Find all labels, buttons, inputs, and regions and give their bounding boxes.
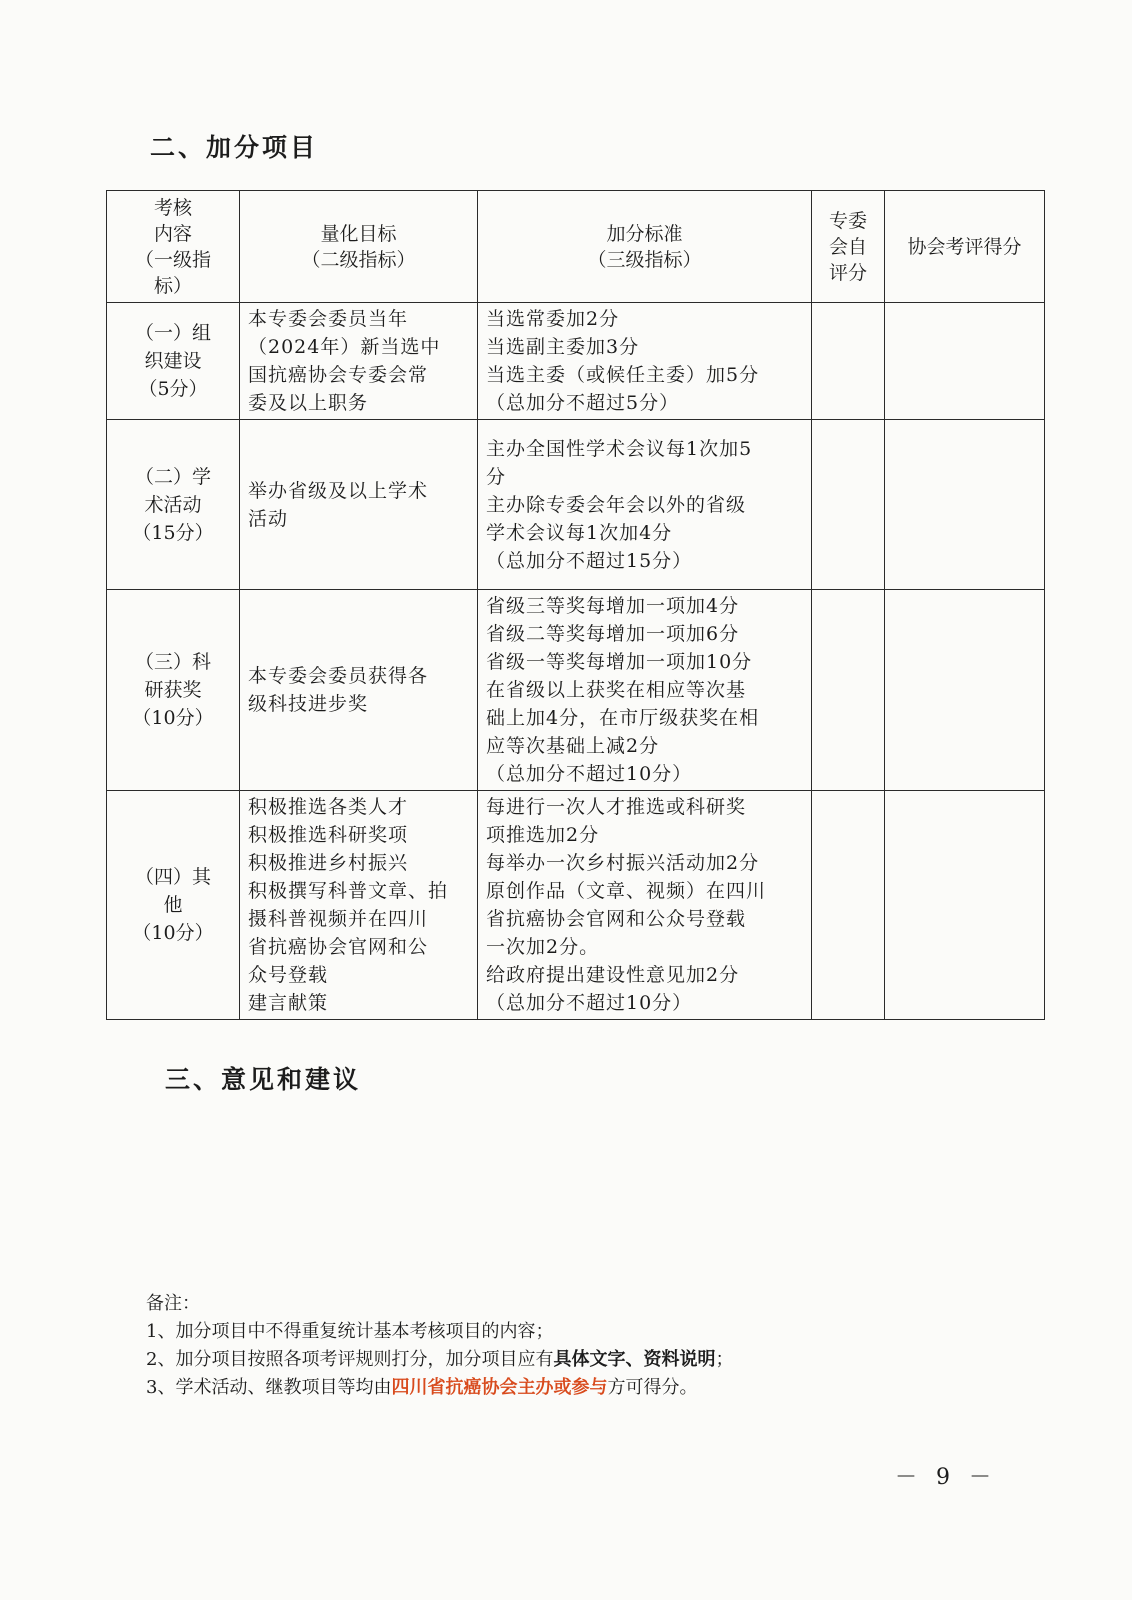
- page-number: － 9 －: [895, 1465, 997, 1490]
- cell-line: 学术会议每1次加4分: [486, 521, 673, 544]
- cell-line: （总加分不超过15分）: [486, 549, 693, 572]
- cell-line: 评分: [828, 261, 867, 284]
- row-category: [107, 791, 240, 1020]
- cell-line: 本专委会委员当年: [248, 308, 409, 330]
- remarks: [146, 1290, 733, 1402]
- cell-line: （四）其: [134, 866, 211, 888]
- header-association-score: [885, 191, 1045, 303]
- row-category: [107, 590, 240, 791]
- section-title-opinions: 三、意见和建议: [165, 1065, 362, 1094]
- row-standard: [478, 791, 812, 1020]
- cell-line: 委及以上职务: [248, 392, 369, 414]
- remark-2: [146, 1346, 733, 1374]
- table-row-organization: [107, 303, 1045, 420]
- cell-line: （一）组: [134, 322, 211, 344]
- self-score-cell[interactable]: [812, 791, 885, 1020]
- cell-line: 当选副主委加3分: [486, 336, 640, 358]
- cell-line: 每举办一次乡村振兴活动加2分: [486, 852, 760, 874]
- header-self-score: [812, 191, 885, 303]
- cell-line: （总加分不超过10分）: [486, 992, 693, 1014]
- cell-line: 一次加2分。: [486, 936, 600, 958]
- cell-line: 众号登载: [248, 964, 329, 986]
- cell-line: 建言献策: [248, 992, 329, 1014]
- cell-line: （二级指标）: [301, 248, 416, 271]
- row-standard: [478, 303, 812, 420]
- cell-line: （2024年）新当选中: [248, 336, 441, 358]
- remark-3-text: 3、学术活动、继教项目等均由: [146, 1377, 392, 1398]
- cell-line: （三）科: [134, 651, 211, 673]
- row-objective: [240, 303, 478, 420]
- cell-line: （总加分不超过10分）: [486, 763, 693, 785]
- self-score-cell[interactable]: [812, 303, 885, 420]
- cell-line: 研获奖: [144, 679, 202, 701]
- remark-1: 1、加分项目中不得重复统计基本考核项目的内容；: [146, 1321, 554, 1342]
- remark-3-highlight: 四川省抗癌协会主办或参与: [391, 1377, 608, 1398]
- cell-line: 省抗癌协会官网和公: [248, 936, 429, 958]
- cell-line: 本专委会委员获得各: [248, 665, 429, 687]
- cell-line: 应等次基础上减2分: [486, 735, 660, 757]
- association-score-cell[interactable]: [885, 590, 1045, 791]
- remark-2-emphasis: 具体文字、资料说明: [553, 1349, 716, 1370]
- self-score-cell[interactable]: [812, 590, 885, 791]
- cell-line: 术活动: [144, 493, 202, 516]
- cell-line: 主办全国性学术会议每1次加5: [486, 437, 753, 460]
- cell-line: 础上加4分，在市厅级获奖在相: [486, 707, 760, 729]
- row-standard: [478, 590, 812, 791]
- cell-line: （10分）: [132, 707, 214, 729]
- cell-line: 分: [486, 465, 507, 488]
- cell-line: 国抗癌协会专委会常: [248, 364, 429, 386]
- table-header-row: [107, 191, 1045, 303]
- cell-line: 原创作品（文章、视频）在四川: [486, 880, 767, 902]
- header-bonus-standard: [478, 191, 812, 303]
- cell-line: 考核: [153, 196, 192, 219]
- cell-line: 当选常委加2分: [486, 308, 620, 330]
- cell-line: 项推选加2分: [486, 824, 600, 846]
- cell-line: 省抗癌协会官网和公众号登载: [486, 908, 747, 930]
- association-score-cell[interactable]: [885, 303, 1045, 420]
- bonus-scoring-table: [106, 190, 1045, 1020]
- cell-line: 量化目标: [320, 222, 397, 245]
- cell-line: 摄科普视频并在四川: [248, 908, 429, 930]
- cell-line: 他: [163, 894, 183, 916]
- header-quantified-target: [240, 191, 478, 303]
- self-score-cell[interactable]: [812, 420, 885, 590]
- remark-3-end: 方可得分。: [607, 1377, 698, 1398]
- table-row-other: [107, 791, 1045, 1020]
- cell-line: （一级指: [134, 248, 211, 271]
- remark-3: [146, 1374, 733, 1402]
- remark-2-text: 2、加分项目按照各项考评规则打分，加分项目应有: [146, 1349, 554, 1370]
- cell-line: 积极推选各类人才: [248, 796, 409, 818]
- cell-line: 主办除专委会年会以外的省级: [486, 493, 747, 516]
- cell-line: （总加分不超过5分）: [486, 392, 680, 414]
- cell-line: 专委: [828, 209, 867, 232]
- cell-line: 协会考评得分: [907, 235, 1022, 258]
- cell-line: 活动: [248, 507, 289, 530]
- cell-line: 积极推进乡村振兴: [248, 852, 409, 874]
- section-title-bonus-items: 二、加分项目: [150, 133, 319, 162]
- row-standard: [478, 420, 812, 590]
- cell-line: 举办省级及以上学术: [248, 479, 429, 502]
- cell-line: 级科技进步奖: [248, 693, 369, 715]
- cell-line: 在省级以上获奖在相应等次基: [486, 679, 747, 701]
- cell-line: （二）学: [134, 465, 211, 488]
- cell-line: 织建设: [144, 350, 202, 372]
- cell-line: 会自: [828, 235, 867, 258]
- row-objective: [240, 420, 478, 590]
- association-score-cell[interactable]: [885, 420, 1045, 590]
- table-row-research-awards: [107, 590, 1045, 791]
- cell-line: （5分）: [138, 378, 208, 400]
- row-objective: [240, 590, 478, 791]
- cell-line: 每进行一次人才推选或科研奖: [486, 796, 747, 818]
- row-category: [107, 420, 240, 590]
- cell-line: 加分标准: [606, 222, 683, 245]
- association-score-cell[interactable]: [885, 791, 1045, 1020]
- cell-line: 当选主委（或候任主委）加5分: [486, 364, 760, 386]
- cell-line: 省级一等奖每增加一项加10分: [486, 651, 753, 673]
- cell-line: 给政府提出建设性意见加2分: [486, 964, 740, 986]
- cell-line: （三级指标）: [587, 248, 702, 271]
- row-category: [107, 303, 240, 420]
- cell-line: 标）: [153, 274, 192, 297]
- cell-line: 积极撰写科普文章、拍: [248, 880, 449, 902]
- cell-line: 积极推选科研奖项: [248, 824, 409, 846]
- cell-line: （15分）: [132, 521, 214, 544]
- header-assessment-content: [107, 191, 240, 303]
- cell-line: （10分）: [132, 922, 214, 944]
- table-row-academic: [107, 420, 1045, 590]
- remark-2-end: ；: [715, 1349, 734, 1370]
- row-objective: [240, 791, 478, 1020]
- cell-line: 省级三等奖每增加一项加4分: [486, 595, 740, 617]
- remarks-title: 备注：: [146, 1293, 200, 1314]
- cell-line: 省级二等奖每增加一项加6分: [486, 623, 740, 645]
- cell-line: 内容: [153, 222, 192, 245]
